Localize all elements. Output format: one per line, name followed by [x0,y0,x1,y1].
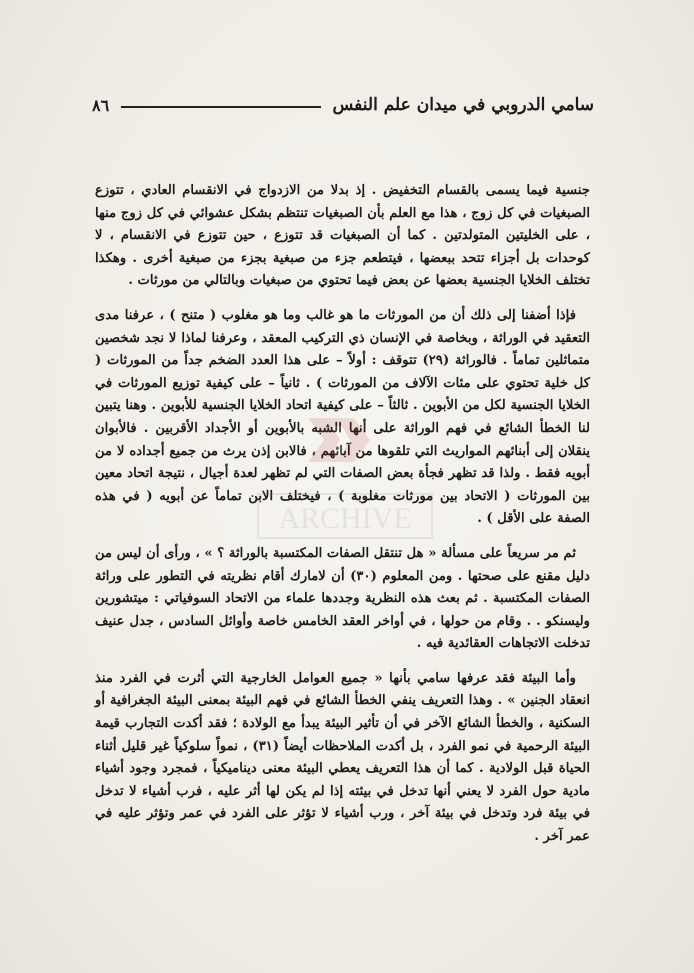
watermark-text: ARCHIVE [278,502,412,535]
header-rule [121,106,320,108]
paragraph: وأما البيئة فقد عرفها سامي بأنها « جميع العوامل الخارجية التي أثرت في الفرد منذ انعقاد الجنين » . وهذا التعريف ينفي الخطأ الشائع في فهم البيئة بمعنى البيئة الجغرافية أو السكنية ، والخطأ الشائع الآخر في أن تأثير البيئة يبدأ مع الولادة ؛ فقد أكدت التجارب قيمة البيئة الرحمية في نمو الفرد ، بل أكدت الملاحظات أيضاً (٣١) ، نمواً سلوكياً غير قليل أثناء الحياة قبل الولادية . كما أن هذا التعريف يعطي البيئة معنى ديناميكياً ، فمجرد وجود أشياء مادية حول الفرد لا يعني أنها تدخل في بيئته إذا لم يكن لها أثر عليه ، فرب أشياء لا تدخل في بيئة فرد وتدخل في بيئة آخر ، ورب أشياء لا تؤثر على الفرد في عمر وتؤثر عليه في عمر آخر . [95,670,591,845]
page-number: ٨٦ [92,95,110,115]
body-text [95,180,590,861]
running-header [92,92,594,118]
paragraph: ثم مر سريعاً على مسألة « هل تنتقل الصفات المكتسبة بالوراثة ؟ » ، ورأى أن ليس من دليل مقنع على صحتها . ومن المعلوم (٣٠) أن لامارك أقام نظريته في التطور على وراثة الصفات المكتسبة . ثم بعث هذه النظرية وجددها علماء من الاتحاد السوفياتي : ميتشورين وليسنكو . . وقام من حولها ، في أواخر العقد الخامس خاصة وأوائل السادس ، جدل عنيف تدخلت الاتجاهات العقائدية فيه . [95,545,590,652]
paragraph: فإذا أضفنا إلى ذلك أن من المورثات ما هو غالب وما هو مغلوب ( متنح ) ، عرفنا مدى التعقيد في الوراثة ، وبخاصة في الإنسان ذي التركيب المعقد ، وعرفنا لماذا لا نجد شخصين متماثلين تماماً . فالوراثة (٢٩) تتوقف : أولاً – على هذا العدد الضخم جداً من المورثات ( كل خلية تحتوي على مئات الآلاف من المورثات ) . ثانياً – على كيفية توزيع المورثات في الخلايا الجنسية لكل من الأبوين . ثالثاً – على كيفية اتحاد الخلايا الجنسية للأبوين . وهنا يتبين لنا الخطأ الشائع في فهم الوراثة على أنها الشبه بالأبوين أو الأجداد الأقربين . فالأبوان ينقلان إلى أبنائهم المواريث التي تلقوها من آبائهم ، فالابن إذن يرث من جميع أجداده لا من أبويه فقط . ولذا قد تظهر فجأة بعض الصفات التي لم تظهر لعدة أجيال ، نتيجة اتحاد معين بين المورثات ( الاتحاد بين مورثات مغلوبة ) ، فيختلف الابن تماماً عن أبويه ( في هذه الصفة على الأقل ) . [95,307,590,527]
paragraph: جنسية فيما يسمى بالقسام التخفيض . إذ بدلا من الازدواج في الانقسام العادي ، تتوزع الصبغيات في كل زوج ، هذا مع العلم بأن الصبغيات تنتظم بشكل عشوائي في كل زوج منها ، على الخليتين المتولدتين . كما أن الصبغيات قد تتوزع ، حين تتوزع في الانقسام ، لا كوحدات بل أجزاء تتحد ببعضها ، فيتطعم جزء من صبغية بجزء من صبغية أخرى . وهكذا تختلف الخلايا الجنسية بعضها عن بعض فيما تحتوي من صبغيات وبالتالي من مورثات . [95,183,590,289]
header-title: سامي الدروبي في ميدان علم النفس [332,95,594,115]
